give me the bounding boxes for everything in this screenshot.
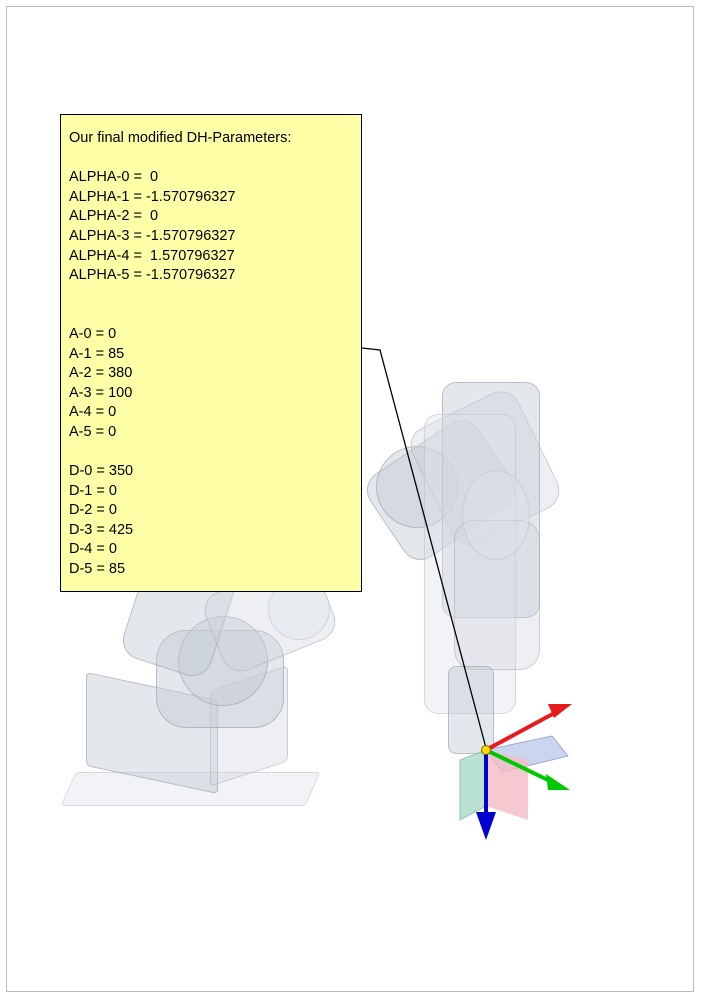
- robot-wrist-joint: [462, 470, 530, 560]
- robot-ghost-left: [60, 560, 330, 820]
- callout-line: A-2 = 380: [69, 365, 133, 382]
- callout-line: ALPHA-2 = 0: [69, 208, 159, 225]
- axis-z-arrow: [476, 812, 496, 840]
- callout-line: D-0 = 350: [69, 463, 134, 480]
- callout-spacer: [69, 286, 361, 306]
- callout-spacer: [69, 149, 361, 169]
- callout-line: ALPHA-0 = 0: [69, 169, 159, 186]
- callout-line: D-2 = 0: [69, 502, 117, 519]
- callout-line: ALPHA-1 = -1.570796327: [69, 188, 236, 205]
- callout-line: D-3 = 425: [69, 521, 134, 538]
- coordinate-frame: [420, 660, 640, 890]
- callout-spacer: [69, 305, 361, 325]
- callout-line: ALPHA-4 = 1.570796327: [69, 247, 235, 264]
- callout-line: A-3 = 100: [69, 384, 133, 401]
- callout-line: ALPHA-3 = -1.570796327: [69, 227, 236, 244]
- callout-line: A-1 = 85: [69, 345, 125, 362]
- callout-line: A-0 = 0: [69, 325, 117, 342]
- frame-origin-marker: [482, 746, 491, 755]
- dh-parameters-callout: [60, 114, 362, 592]
- axis-y-arrow: [546, 774, 570, 790]
- callout-line: ALPHA-5 = -1.570796327: [69, 267, 236, 284]
- callout-line: A-4 = 0: [69, 404, 117, 421]
- plane-yz: [460, 750, 486, 820]
- callout-line: A-5 = 0: [69, 423, 117, 440]
- callout-spacer: [69, 443, 361, 463]
- callout-line: D-5 = 85: [69, 561, 126, 578]
- callout-heading: Our final modified DH-Parameters:: [69, 130, 292, 146]
- callout-line: D-4 = 0: [69, 541, 117, 558]
- callout-line: D-1 = 0: [69, 482, 117, 499]
